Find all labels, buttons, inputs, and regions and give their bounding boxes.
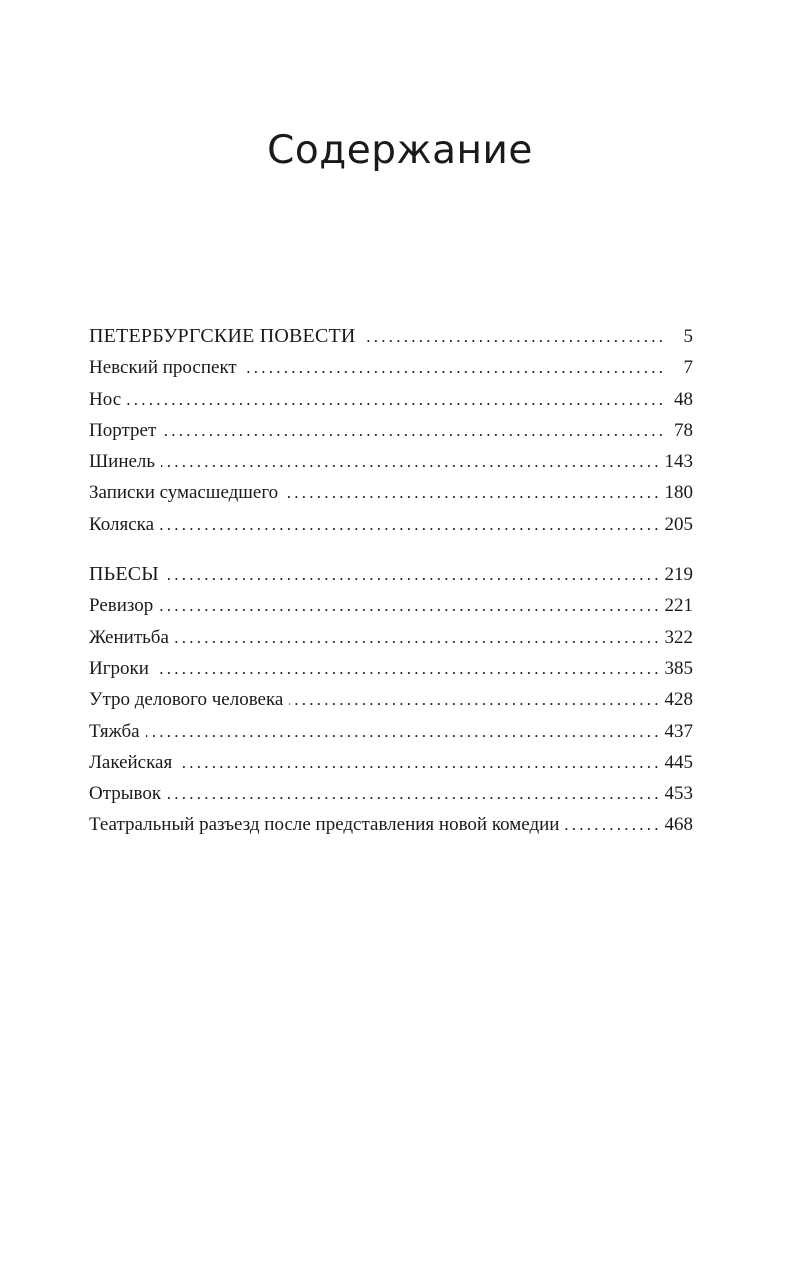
toc-page-number: 205 [664,513,693,535]
toc-section-petersburg-tales [89,321,693,540]
toc-heading-label: ПЬЕСЫ [89,563,159,586]
toc-page-number: 468 [664,814,693,836]
toc-entry[interactable] [89,477,693,508]
toc-entry-label: Нос [89,388,122,410]
toc-entry-label: Женитьба [89,626,169,648]
toc-heading[interactable] [89,321,693,352]
table-of-contents [89,321,693,841]
dot-leader [243,352,663,383]
dot-leader [362,321,663,352]
toc-page-number: 219 [664,564,693,586]
toc-entry[interactable] [89,509,693,540]
dot-leader [565,809,658,840]
toc-entry-label: Коляска [89,513,155,535]
toc-entry-label: Тяжба [89,720,140,742]
toc-page-number: 221 [664,595,693,617]
toc-entry[interactable] [89,590,693,621]
toc-heading-label: ПЕТЕРБУРГСКИЕ ПОВЕСТИ [89,325,356,347]
dot-leader [175,622,659,653]
toc-entry[interactable] [89,747,693,778]
toc-entry[interactable] [89,716,693,747]
toc-page-number: 143 [664,451,693,473]
toc-entry-label: Лакейская [89,751,173,773]
toc-entry[interactable] [89,352,693,383]
page-title: Содержание [267,128,533,173]
toc-entry[interactable] [89,809,693,840]
dot-leader [159,590,658,621]
toc-page-number: 445 [664,751,693,773]
toc-entry[interactable] [89,415,693,446]
dot-leader [160,509,658,540]
toc-entry-label: Портрет [89,419,157,441]
toc-page-number: 453 [664,783,693,805]
dot-leader [165,559,659,590]
dot-leader [289,684,658,715]
toc-entry[interactable] [89,446,693,477]
toc-page-number: 437 [664,720,693,742]
toc-section-plays [89,559,693,841]
dot-leader [162,415,663,446]
toc-page-number: 385 [664,657,693,679]
toc-page-number: 322 [664,626,693,648]
dot-leader [155,653,659,684]
dot-leader [127,384,663,415]
dot-leader [178,747,658,778]
toc-page-number: 5 [683,326,693,347]
toc-page-number: 78 [674,419,693,441]
toc-entry[interactable] [89,622,693,653]
toc-page-number: 428 [664,689,693,711]
toc-entry[interactable] [89,653,693,684]
toc-entry[interactable] [89,684,693,715]
toc-entry-label: Отрывок [89,783,162,805]
toc-entry-label: Театральный разъезд после представления новой комедии [89,814,560,836]
toc-page-number: 180 [664,482,693,504]
toc-entry-label: Шинель [89,451,156,473]
toc-page-number: 48 [674,388,693,410]
toc-entry-label: Ревизор [89,595,154,617]
toc-entry-label: Записки сумасшедшего [89,482,279,504]
dot-leader [284,477,658,508]
toc-entry[interactable] [89,778,693,809]
toc-page-number: 7 [683,357,693,379]
toc-entry-label: Утро делового человека [89,689,284,711]
dot-leader [161,446,658,477]
dot-leader [146,716,659,747]
dot-leader [167,778,658,809]
toc-entry-label: Игроки [89,657,149,679]
toc-entry-label: Невский проспект [89,357,237,379]
toc-heading[interactable] [89,559,693,590]
toc-entry[interactable] [89,384,693,415]
